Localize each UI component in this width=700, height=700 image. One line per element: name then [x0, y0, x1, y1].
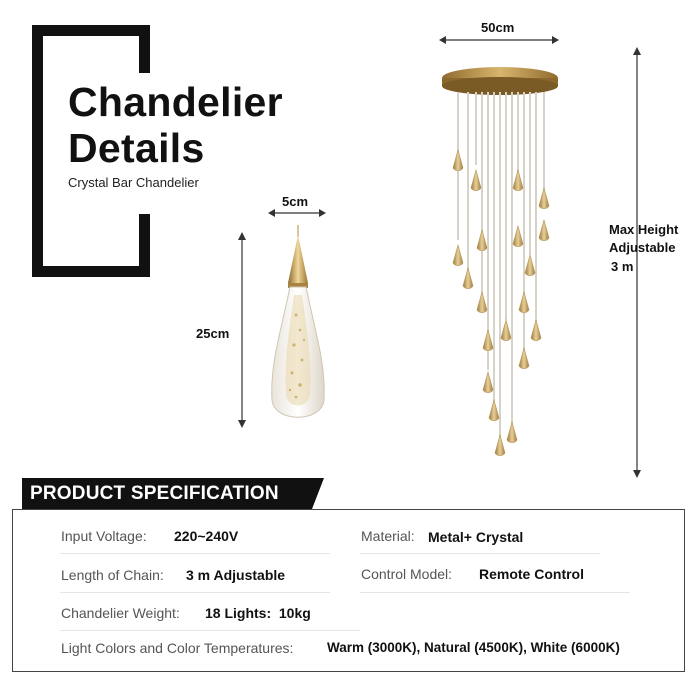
spec-light-colors-value: Warm (3000K), Natural (4500K), White (6000K)	[327, 640, 620, 655]
spec-weight-label: Chandelier Weight:	[61, 605, 180, 621]
spec-light-colors-label: Light Colors and Color Temperatures:	[61, 640, 294, 656]
max-height-line2: Adjustable	[609, 240, 676, 255]
page-subtitle: Crystal Bar Chandelier	[68, 175, 199, 190]
spec-control-model-value: Remote Control	[479, 566, 584, 582]
spec-divider	[60, 630, 360, 631]
spec-material-label: Material:	[361, 528, 415, 544]
spec-input-voltage-value: 220~240V	[174, 528, 239, 544]
title-frame-top	[32, 25, 150, 36]
canopy-width-label: 50cm	[481, 20, 515, 35]
max-height-line1: Max Height	[609, 222, 679, 237]
spec-header-title: PRODUCT SPECIFICATION	[30, 483, 279, 504]
title-frame-left	[32, 25, 43, 277]
pendant-height-label: 25cm	[196, 326, 230, 341]
spec-header-bar-tip	[312, 478, 324, 509]
spec-material-value: Metal+ Crystal	[428, 529, 524, 545]
title-frame-bottom	[32, 266, 150, 277]
spec-chain-length-value: 3 m Adjustable	[186, 567, 286, 583]
page-title-line1: Chandelier	[68, 80, 287, 124]
single-pendant-illustration	[230, 195, 350, 435]
spec-weight-value: 18 Lights: 10kg	[205, 605, 311, 621]
pendant-width-label: 5cm	[282, 194, 309, 209]
spec-chain-length-label: Length of Chain:	[61, 567, 164, 583]
spec-divider	[60, 553, 330, 554]
spec-divider	[60, 592, 330, 593]
spec-control-model-label: Control Model:	[361, 566, 453, 582]
title-frame-bottom-corner	[139, 214, 150, 277]
page-title-line2: Details	[68, 126, 209, 170]
title-frame-top-corner	[139, 25, 150, 73]
spec-divider	[360, 592, 630, 593]
spec-divider	[360, 553, 600, 554]
spec-input-voltage-label: Input Voltage:	[61, 528, 147, 544]
max-height-line3: 3 m	[611, 259, 634, 274]
